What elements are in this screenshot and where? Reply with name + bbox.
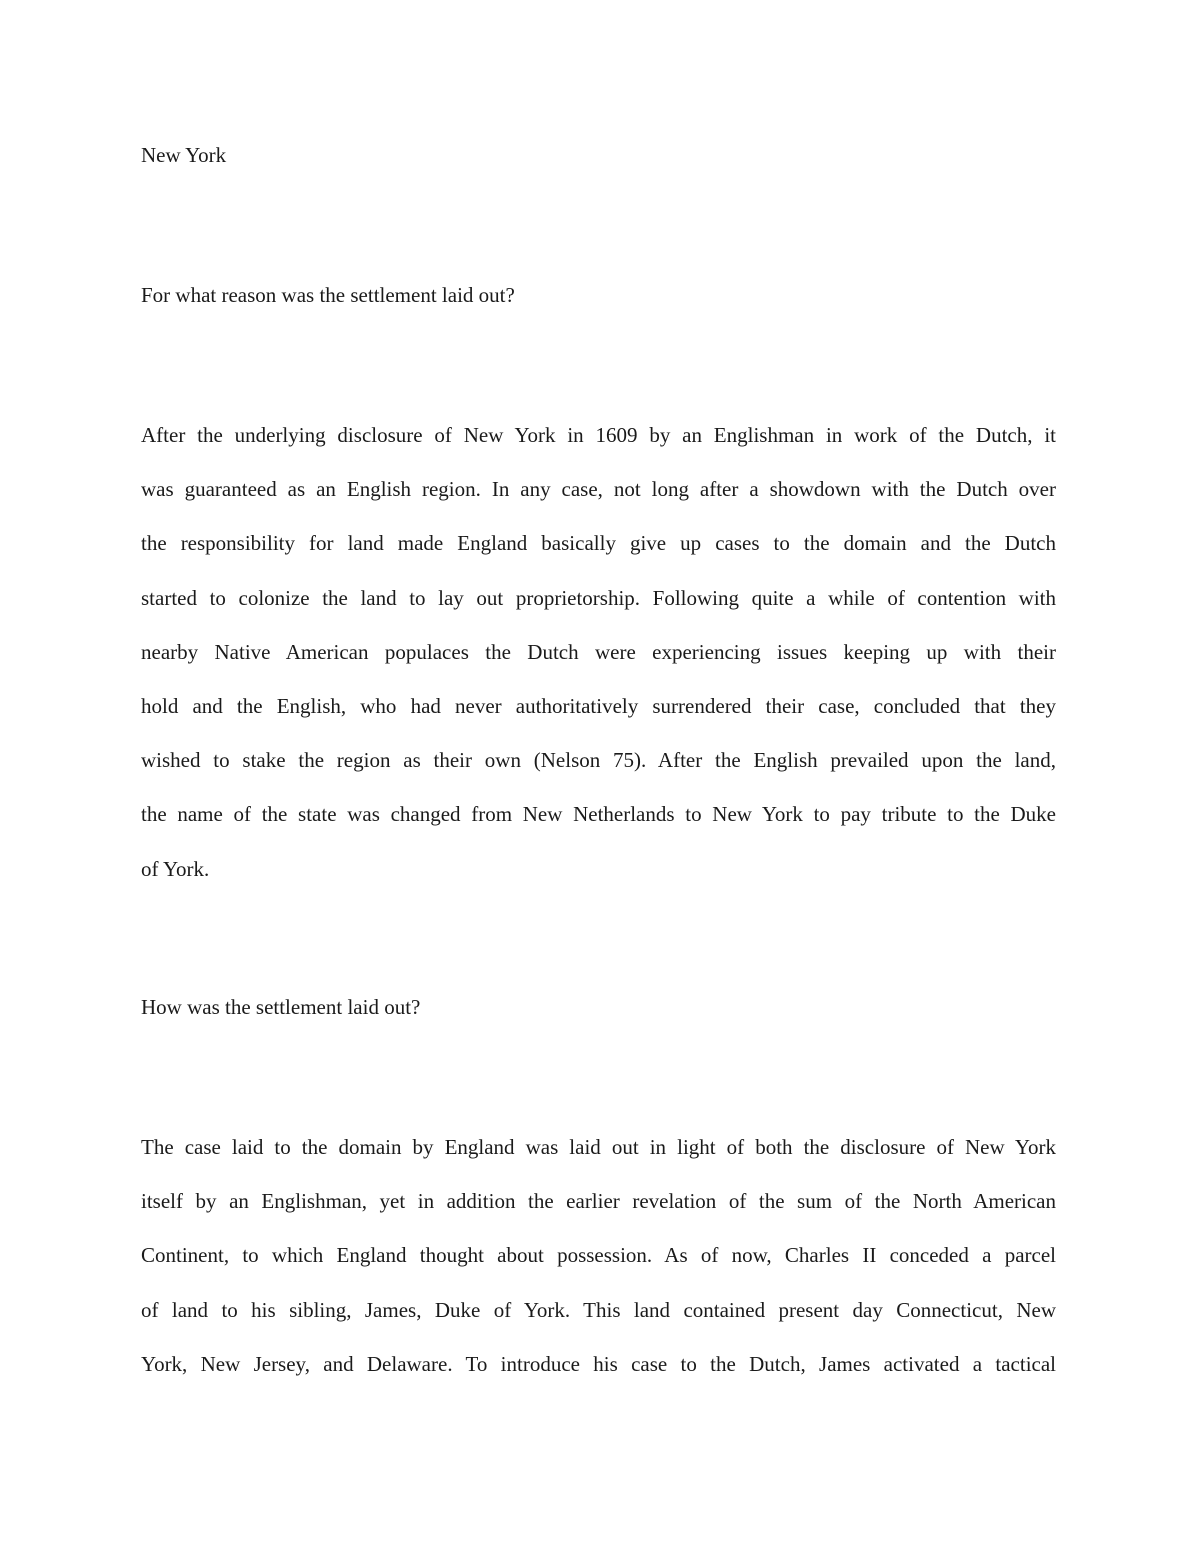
paragraph-line: the responsibility for land made England basically give up cases to the domain and the Dutch: [141, 531, 1056, 556]
paragraph-line: nearby Native American populaces the Dutch were experiencing issues keeping up with their: [141, 639, 1056, 664]
paragraph-line: itself by an Englishman, yet in addition the earlier revelation of the sum of the North American: [141, 1189, 1056, 1214]
paragraph-line: After the underlying disclosure of New York in 1609 by an Englishman in work of the Dutch, it: [141, 423, 1056, 447]
section-2-question: How was the settlement laid out?: [141, 995, 421, 1019]
document-title: New York: [141, 143, 227, 167]
paragraph-line: the name of the state was changed from New Netherlands to New York to pay tribute to the Duke: [141, 802, 1056, 827]
paragraph-line: was guaranteed as an English region. In any case, not long after a showdown with the Dutch over: [141, 477, 1056, 502]
paragraph-line: of York.: [141, 856, 210, 881]
paragraph-line: of land to his sibling, James, Duke of York. This land contained present day Connecticut, New: [141, 1297, 1056, 1322]
section-1-paragraph: [141, 408, 1056, 896]
paragraph-line: York, New Jersey, and Delaware. To introduce his case to the Dutch, James activated a tactical: [141, 1351, 1056, 1376]
section-1-question: For what reason was the settlement laid out?: [141, 283, 515, 307]
paragraph-line: wished to stake the region as their own (Nelson 75). After the English prevailed upon the land,: [141, 748, 1056, 773]
section-2-paragraph: [141, 1120, 1056, 1391]
paragraph-line: started to colonize the land to lay out proprietorship. Following quite a while of contention with: [141, 585, 1056, 610]
paragraph-line: Continent, to which England thought about possession. As of now, Charles II conceded a parcel: [141, 1243, 1056, 1268]
paragraph-line: The case laid to the domain by England was laid out in light of both the disclosure of New York: [141, 1135, 1056, 1159]
paragraph-line: hold and the English, who had never authoritatively surrendered their case, concluded that they: [141, 693, 1056, 718]
